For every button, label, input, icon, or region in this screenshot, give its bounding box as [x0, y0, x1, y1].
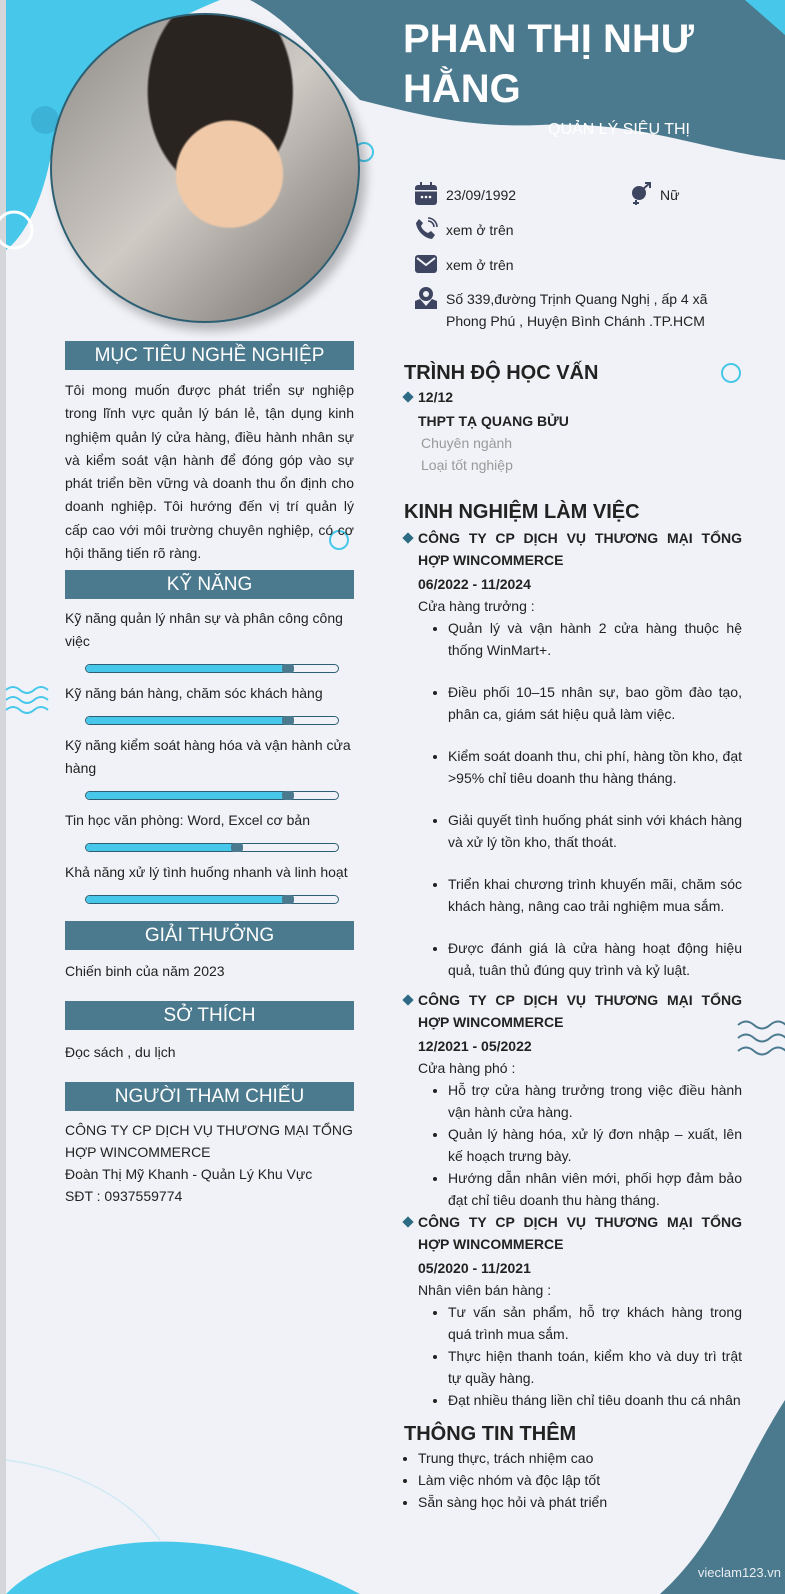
reference-company: CÔNG TY CP DỊCH VỤ THƯƠNG MẠI TỔNG HỢP WINCOMMERCE [65, 1122, 353, 1160]
skill-label: Kỹ năng bán hàng, chăm sóc khách hàng [65, 685, 323, 701]
job-task: • Hỗ trợ cửa hàng trưởng trong việc điều hành vận hành cửa hàng. [448, 1079, 742, 1123]
skill-level-bar [85, 716, 339, 725]
job-title: QUẢN LÝ SIÊU THỊ [548, 121, 690, 138]
job-task: • Điều phối 10–15 nhân sự, bao gồm đào tạo, phân ca, giám sát hiệu quả làm việc. [448, 681, 742, 725]
skill-level-fill [86, 896, 288, 903]
education-section [404, 360, 742, 476]
job-item [404, 989, 742, 1211]
skill-label: Kỹ năng kiểm soát hàng hóa và vận hành cửa hàng [65, 737, 351, 776]
diamond-bullet-icon [402, 994, 413, 1005]
job-task: • Hướng dẫn nhân viên mới, phối hợp đảm bảo đạt chỉ tiêu doanh thu hàng tháng. [448, 1167, 742, 1211]
skills-list [65, 607, 354, 913]
skill-level-knob [231, 843, 243, 852]
job-position: Cửa hàng phó : [418, 1060, 516, 1076]
job-task: • Quản lý hàng hóa, xử lý đơn nhập – xuất, lên kế hoạch trưng bày. [448, 1123, 742, 1167]
job-task: • Tư vấn sản phẩm, hỗ trợ khách hàng trong quá trình mua sắm. [448, 1301, 742, 1345]
envelope-icon [414, 252, 438, 276]
skill-level-knob [282, 895, 294, 904]
gender: Nữ [660, 187, 680, 203]
skills-heading: KỸ NĂNG [65, 570, 354, 599]
skill-level-fill [86, 665, 288, 672]
job-task: • Thực hiện thanh toán, kiểm kho và duy trì trật tự quầy hàng. [448, 1345, 742, 1389]
objective-heading: MỤC TIÊU NGHỀ NGHIỆP [65, 341, 354, 370]
job-company: CÔNG TY CP DỊCH VỤ THƯƠNG MẠI TỔNG HỢP WINCOMMERCE [418, 530, 742, 568]
skill-label: Khả năng xử lý tình huống nhanh và linh hoạt [65, 864, 348, 880]
profile-photo [50, 13, 360, 323]
skill-label: Kỹ năng quản lý nhân sự và phân công công việc [65, 610, 343, 649]
skill-level-fill [86, 717, 288, 724]
birthday: 23/09/1992 [446, 187, 517, 203]
job-position: Nhân viên bán hàng : [418, 1282, 552, 1298]
address-row [414, 288, 724, 332]
skill-label: Tin học văn phòng: Word, Excel cơ bản [65, 812, 310, 828]
skill-level-bar [85, 843, 339, 852]
extra-item: • Trung thực, trách nhiệm cao [418, 1447, 742, 1469]
education-period: 12/12 [418, 389, 454, 405]
hobbies-heading: SỞ THÍCH [65, 1001, 354, 1030]
skill-level-bar [85, 791, 339, 800]
job-tasks [418, 1079, 742, 1211]
diamond-bullet-icon [402, 1216, 413, 1227]
job-task: • Kiểm soát doanh thu, chi phí, hàng tồn kho, đạt >95% chỉ tiêu doanh thu hàng tháng. [448, 745, 742, 789]
job-task: • Đạt nhiều tháng liền chỉ tiêu doanh thu cá nhân [448, 1389, 742, 1411]
gender-row [628, 184, 679, 206]
diamond-bullet-icon [402, 391, 413, 402]
job-company: CÔNG TY CP DỊCH VỤ THƯƠNG MẠI TỔNG HỢP WINCOMMERCE [418, 1214, 742, 1252]
experience-section [404, 499, 742, 1513]
extra-list [404, 1447, 742, 1513]
extra-item: • Làm việc nhóm và độc lập tốt [418, 1469, 742, 1491]
references-block [65, 1119, 354, 1207]
education-school: THPT TẠ QUANG BỬU [418, 413, 569, 429]
job-task: • Triển khai chương trình khuyến mãi, chăm sóc khách hàng, nâng cao trải nghiệm mua sắm. [448, 873, 742, 917]
job-tasks [418, 1301, 742, 1411]
objective-text: Tôi mong muốn được phát triển sự nghiệp trong lĩnh vực quản lý bán lẻ, tận dụng kinh nghiệm quản lý cửa hàng, điều hành nhân sự và kiểm soát vận hành để đóng góp vào sự phát triển bền vững và doanh thu ổn định cho doanh nghiệp. Tôi hướng đến vị trí quản lý cấp cao với môi trường chuyên nghiệp, có cơ hội thăng tiến rõ ràng. [65, 382, 354, 562]
job-period: 12/2021 - 05/2022 [418, 1038, 532, 1054]
job-period: 06/2022 - 11/2024 [418, 576, 531, 592]
job-task: • Được đánh giá là cửa hàng hoạt động hiệu quả, tuân thủ đúng quy trình và kỷ luật. [448, 937, 742, 981]
job-position: Cửa hàng trưởng : [418, 598, 535, 614]
skill-level-fill [86, 844, 237, 851]
location-icon [414, 286, 438, 310]
skill-level-bar [85, 664, 339, 673]
birthday-row [414, 184, 516, 206]
job-item [404, 527, 742, 981]
education-heading: TRÌNH ĐỘ HỌC VẤN [404, 362, 599, 384]
phone: xem ở trên [446, 222, 514, 238]
education-major: Chuyên ngành [421, 435, 513, 451]
job-task: • Quản lý và vận hành 2 cửa hàng thuộc hệ thống WinMart+. [448, 617, 742, 661]
extra-item: • Sẵn sàng học hỏi và phát triển [418, 1491, 742, 1513]
email-row [414, 254, 514, 276]
hobbies-text: Đọc sách , du lịch [65, 1044, 176, 1060]
gender-icon [628, 182, 652, 206]
calendar-icon [414, 182, 438, 206]
job-company: CÔNG TY CP DỊCH VỤ THƯƠNG MẠI TỔNG HỢP WINCOMMERCE [418, 992, 742, 1030]
job-period: 05/2020 - 11/2021 [418, 1260, 531, 1276]
job-tasks [418, 617, 742, 981]
phone-icon [414, 217, 438, 241]
extra-heading: THÔNG TIN THÊM [404, 1423, 577, 1445]
address: Số 339,đường Trịnh Quang Nghị , ấp 4 xã Phong Phú , Huyện Bình Chánh .TP.HCM [446, 291, 708, 329]
skill-level-knob [282, 716, 294, 725]
phone-row [414, 219, 514, 241]
reference-phone: SĐT : 0937559774 [65, 1188, 183, 1204]
email: xem ở trên [446, 257, 514, 273]
job-task: • Giải quyết tình huống phát sinh với khách hàng và xử lý tồn kho, thất thoát. [448, 809, 742, 853]
skill-level-fill [86, 792, 288, 799]
references-heading: NGƯỜI THAM CHIẾU [65, 1082, 354, 1111]
job-item [404, 1211, 742, 1411]
education-item [404, 386, 742, 476]
reference-person: Đoàn Thị Mỹ Khanh - Quản Lý Khu Vực [65, 1166, 313, 1182]
skill-level-bar [85, 895, 339, 904]
awards-heading: GIẢI THƯỞNG [65, 921, 354, 950]
diamond-bullet-icon [402, 532, 413, 543]
candidate-name: PHAN THỊ NHƯ HẰNG [403, 17, 694, 111]
experience-heading: KINH NGHIỆM LÀM VIỆC [404, 501, 640, 523]
education-grade: Loại tốt nghiệp [421, 457, 513, 473]
skill-level-knob [282, 791, 294, 800]
skill-level-knob [282, 664, 294, 673]
awards-text: Chiến binh của năm 2023 [65, 963, 225, 979]
watermark: vieclam123.vn [697, 1565, 781, 1580]
